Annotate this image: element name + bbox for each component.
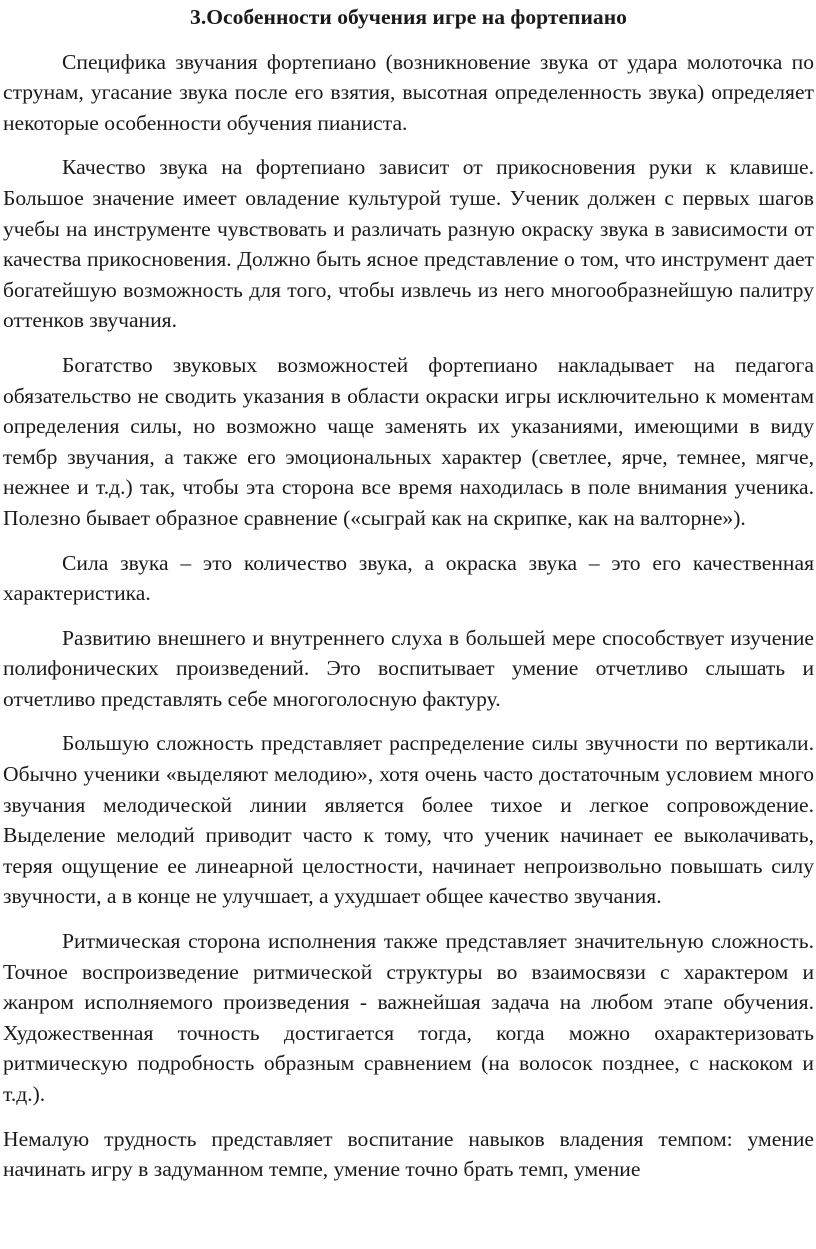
paragraph-hearing-development: Развитию внешнего и внутреннего слуха в большей мере способствует изучение полифонических произведений. Это воспитывает умение отчетливо слышать и отчетливо представлять себе многоголосную фактуру. xyxy=(3,625,814,711)
paragraph-sound-quality: Качество звука на фортепиано зависит от прикосновения руки к клавише. Большое значение имеет овладение культурой туше. Ученик должен с первых шагов учебы на инструменте чувствовать и различать разную окраску звука в зависимости от качества прикосновения. Должно быть ясное представление о том, что инструмент дает богатейшую возможность для того, чтобы извлечь из него многообразнейшую палитру оттенков звучания. xyxy=(3,155,814,333)
paragraph-sound-strength: Сила звука – это количество звука, а окраска звука – это его качественная характеристика. xyxy=(3,550,814,606)
section-title: 3.Особенности обучения игре на фортепиано xyxy=(190,5,627,29)
paragraph-vertical-dynamics: Большую сложность представляет распределение силы звучности по вертикали. Обычно ученики «выделяют мелодию», хотя очень часто достаточным условием много звучания мелодической линии является более тихое и легкое сопровождение. Выделение мелодий приводит часто к тому, что ученик начинает ее выколачивать, теряя ощущение ее линеарной целостности, начинает непроизвольно повышать силу звучности, а в конце не улучшает, а ухудшает общее качество звучания. xyxy=(3,731,814,909)
paragraph-sound-richness: Богатство звуковых возможностей фортепиано накладывает на педагога обязательство не сводить указания в области окраски игры исключительно к моментам определения силы, но возможно чаще заменять их указаниями, имеющими в виду тембр звучания, а также его эмоциональных характер (светлее, ярче, темнее, мягче, нежнее и т.д.) так, чтобы эта сторона все время находилась в поле внимания ученика. Полезно бывает образное сравнение («сыграй как на скрипке, как на валторне»). xyxy=(3,352,814,530)
paragraph-tempo: Немалую трудность представляет воспитание навыков владения темпом: умение начинать игру в задуманном темпе, умение точно брать темп, умение xyxy=(3,1126,814,1182)
paragraph-rhythm: Ритмическая сторона исполнения также представляет значительную сложность. Точное воспроизведение ритмической структуры во взаимосвязи с характером и жанром исполняемого произведения - важнейшая задача на любом этапе обучения. Художественная точность достигается тогда, когда можно охарактеризовать ритмическую подробность образным сравнением (на волосок позднее, с наскоком и т.д.). xyxy=(3,929,814,1106)
paragraph-sound-specifics: Специфика звучания фортепиано (возникновение звука от удара молоточка по струнам, угасание звука после его взятия, высотная определенность звука) определяет некоторые особенности обучения пианиста. xyxy=(3,49,814,135)
